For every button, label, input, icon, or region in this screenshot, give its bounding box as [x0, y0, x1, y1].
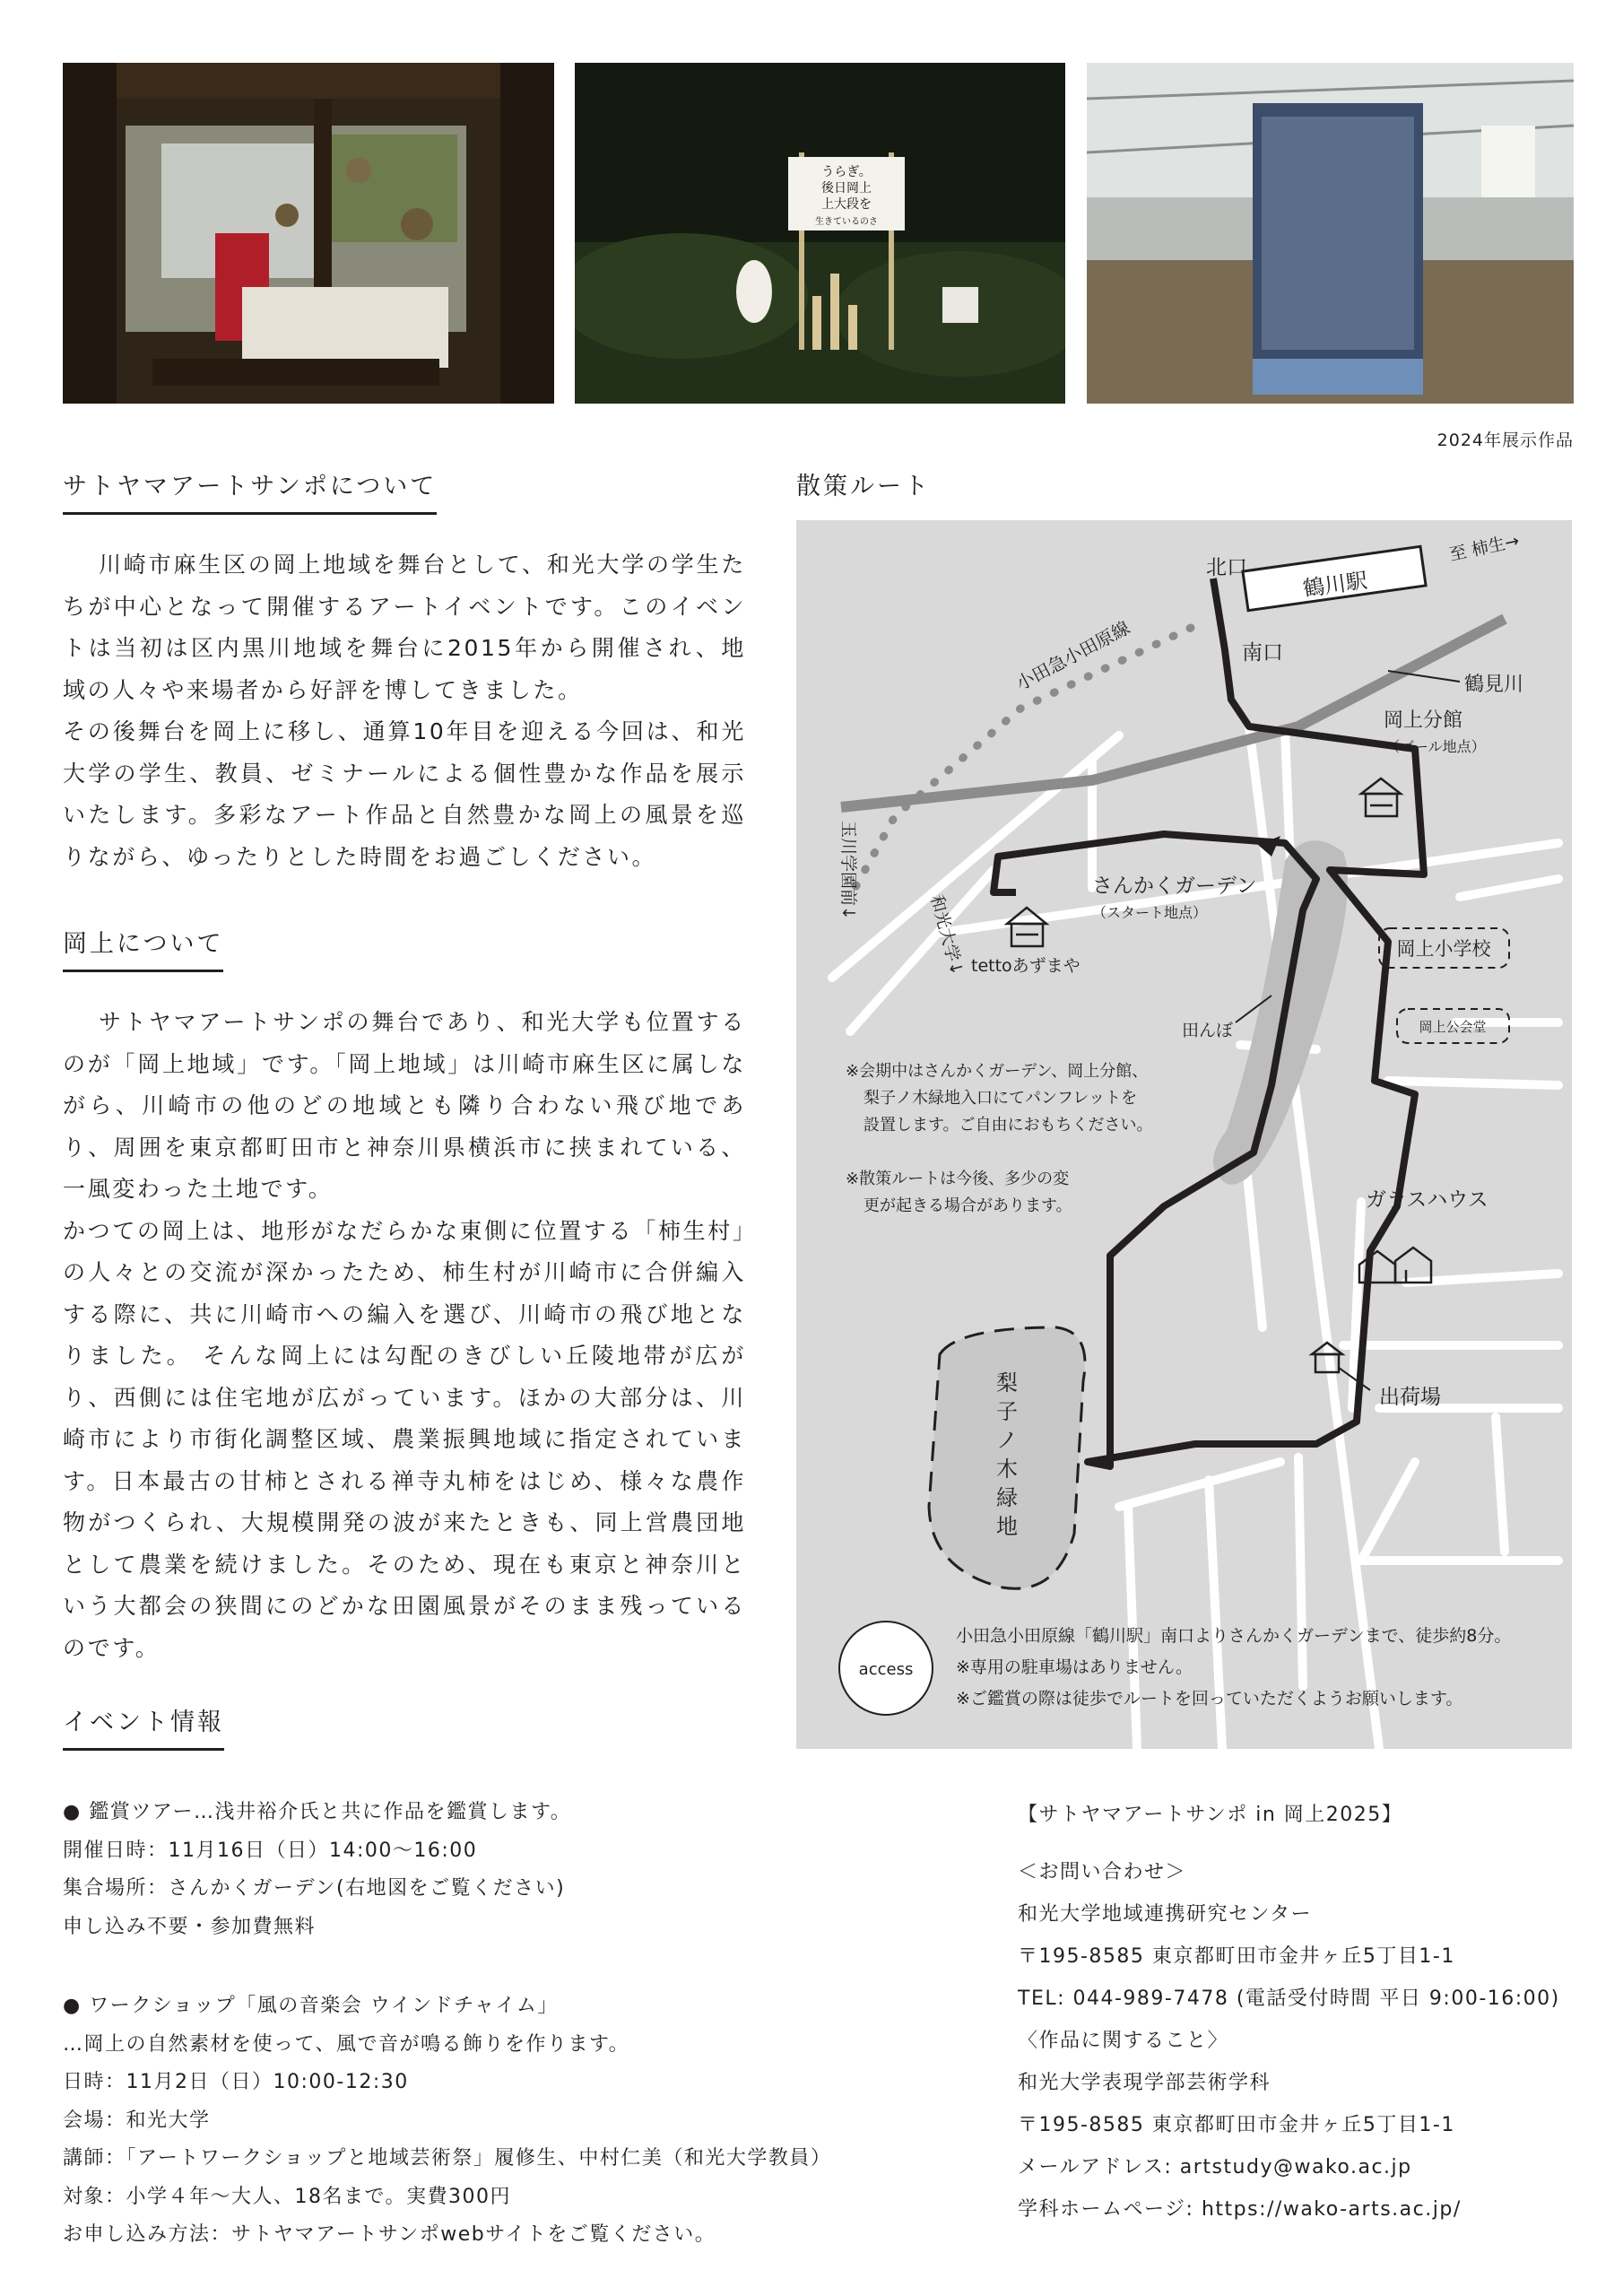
start-label: （スタート地点） — [1092, 904, 1208, 921]
workshop-instructor: 講師：「アートワークショップと地域芸術祭」履修生、中村仁美（和光大学教員） — [63, 2147, 832, 2170]
wako-univ-label: 和光大学↓ — [926, 892, 968, 978]
works-heading: 〈作品に関すること〉 — [1018, 2030, 1229, 2052]
tour-meeting: 集合場所：さんかくガーデン(右地図をご覧ください) — [63, 1877, 566, 1900]
about-paragraph-1: 川崎市麻生区の岡上地域を舞台として、和光大学の学生たちが中心となって開催するアートイベントです。このイベントは当初は区内黒川地域を舞台に2015年から開催され、地域の人々や来場者から好評を博してきました。 — [63, 552, 746, 703]
tetto-label: tettoあずまや — [971, 956, 1081, 976]
workshop-target: 対象：小学４年〜大人、18名まで。実費300円 — [63, 2185, 512, 2208]
sign-text-1: うらぎ。 — [821, 165, 872, 179]
bunkan-label: 岡上分館 — [1384, 709, 1463, 732]
line-label: 小田急小田原線 — [1012, 616, 1133, 695]
note-line-4: ※散策ルートは今後、多少の変 — [846, 1170, 1070, 1188]
workshop-title: ● ワークショップ「風の音楽会 ウインドチャイム」 — [63, 1995, 559, 2017]
access-line-1: 小田急小田原線「鶴川駅」南口よりさんかくガーデンまで、徒歩約8分。 — [956, 1626, 1512, 1646]
workshop-date: 日時：11月2日（日）10:00-12:30 — [63, 2071, 409, 2093]
workshop-venue: 会場：和光大学 — [63, 2109, 211, 2132]
walking-route-map — [796, 520, 1572, 1749]
okagami-paragraph-1: サトヤマアートサンポの舞台であり、和光大学も位置するのが「岡上地域」です。「岡上地域」は川崎市麻生区に属しながら、川崎市の他のどの地域とも隣り合わない飛び地であり、周囲を東京都町田市と神奈川県横浜市に挟まれている、一風変わった土地です。 — [63, 1009, 746, 1202]
works-org: 和光大学表現学部芸術学科 — [1018, 2072, 1271, 2094]
sankaku-label: さんかくガーデン — [1092, 874, 1257, 898]
photo-greenhouse — [1087, 63, 1574, 404]
photo-caption: 2024年展示作品 — [1436, 430, 1574, 450]
paddy-label: 田んぼ — [1182, 1021, 1234, 1040]
access-label: access — [858, 1660, 914, 1679]
okagami-paragraph-2: かつての岡上は、地形がなだらかな東側に位置する「柿生村」の人々との交流が深かったため、柿生村が川崎市に合併編入する際に、共に川崎市への編入を選び、川崎市の飛び地となりました。 そんな岡上には勾配のきびしい丘陵地帯が広がり、西側には住宅地が広がっています。ほかの大部分は、川崎市により市街化調整区域、農業振興地域に指定されています。日本最古の甘柿とされる禅寺丸柿をはじめ、様々な農作物がつくられ、大規模開発の波が来たときも、同上営農団地として農業を続けました。そのため、現在も東京と神奈川という大都会の狭間にのどかな田園風景がそのまま残っているのです。 — [63, 1217, 746, 1661]
photo-forest-sign — [575, 63, 1065, 404]
sign-text-3: 上大段を — [821, 197, 872, 212]
tour-title: ● 鑑賞ツアー…浅井裕介氏と共に作品を鑑賞します。 — [63, 1801, 572, 1823]
about-paragraph-2: その後舞台を岡上に移し、通算10年目を迎える今回は、和光大学の学生、教員、ゼミナールによる個性豊かな作品を展示いたします。多彩なアート作品と自然豊かな岡上の風景を巡りながら、ゆったりとした時間をお過ごしください。 — [63, 718, 746, 870]
about-heading: サトヤマアートサンポについて — [63, 466, 437, 515]
workshop-apply: お申し込み方法：サトヤマアートサンポwebサイトをご覧ください。 — [63, 2223, 716, 2246]
works-address: 〒195-8585 東京都町田市金井ヶ丘5丁目1-1 — [1018, 2114, 1455, 2136]
inquiry-org: 和光大学地域連携研究センター — [1018, 1903, 1313, 1926]
access-line-3: ※ご鑑賞の際は徒歩でルートを回っていただくようお願いします。 — [956, 1689, 1463, 1709]
shipping-label: 出荷場 — [1379, 1386, 1441, 1409]
river-label: 鶴見川 — [1464, 674, 1524, 696]
goal-label: （ゴール地点） — [1385, 738, 1486, 755]
tour-date: 開催日時：11月16日（日）14:00〜16:00 — [63, 1839, 478, 1862]
note-line-1: ※会期中はさんかくガーデン、岡上分館、 — [846, 1062, 1149, 1081]
event-details — [63, 1794, 1004, 2255]
map-title: 散策ルート — [796, 473, 931, 500]
about-body — [63, 544, 746, 878]
note-line-3: 設置します。ご自由におもちください。 — [864, 1116, 1153, 1135]
sign-text-4: 生きているのさ — [815, 217, 878, 227]
website-link[interactable]: 学科ホームページ: https://wako-arts.ac.jp/ — [1018, 2198, 1462, 2221]
okagami-heading: 岡上について — [63, 924, 223, 972]
hall-label: 岡上公会堂 — [1419, 1019, 1487, 1035]
contact-info — [1018, 1794, 1592, 2231]
note-line-2: 梨子ノ木緑地入口にてパンフレットを — [864, 1089, 1138, 1108]
event-name: 【サトヤマアートサンポ in 岡上2025】 — [1018, 1804, 1403, 1826]
tamagawa-label: 玉川学園前↓ — [838, 821, 858, 920]
to-kakio-label: 至 柿生→ — [1447, 530, 1522, 565]
email-link[interactable]: メールアドレス: artstudy@wako.ac.jp — [1018, 2156, 1412, 2179]
access-line-2: ※専用の駐車場はありません。 — [956, 1657, 1193, 1677]
south-exit-label: 南口 — [1242, 641, 1283, 665]
tour-fee: 申し込み不要・参加費無料 — [63, 1915, 317, 1938]
workshop-desc: …岡上の自然素材を使って、風で音が鳴る飾りを作ります。 — [63, 2032, 630, 2056]
school-label: 岡上小学校 — [1396, 938, 1491, 960]
photo-gazebo — [63, 63, 554, 404]
inquiry-heading: ＜お問い合わせ＞ — [1018, 1861, 1187, 1883]
inquiry-tel: TEL: 044-989-7478 (電話受付時間 平日 9:00-16:00) — [1018, 1987, 1560, 2010]
svg-text:梨子ノ木緑地: 梨子ノ木緑地 — [996, 1370, 1018, 1539]
north-exit-label: 北口 — [1206, 556, 1247, 579]
inquiry-address: 〒195-8585 東京都町田市金井ヶ丘5丁目1-1 — [1018, 1945, 1455, 1968]
tetto-house-icon — [1007, 908, 1046, 946]
glass-house-label: ガラスハウス — [1366, 1188, 1488, 1212]
bunkan-house-icon — [1361, 778, 1401, 816]
event-info-heading: イベント情報 — [63, 1702, 224, 1751]
okagami-body — [63, 1002, 746, 1669]
station-label: 鶴川駅 — [1301, 568, 1369, 602]
sign-text-2: 後日岡上 — [821, 181, 872, 196]
note-line-5: 更が起きる場合があります。 — [864, 1196, 1072, 1215]
